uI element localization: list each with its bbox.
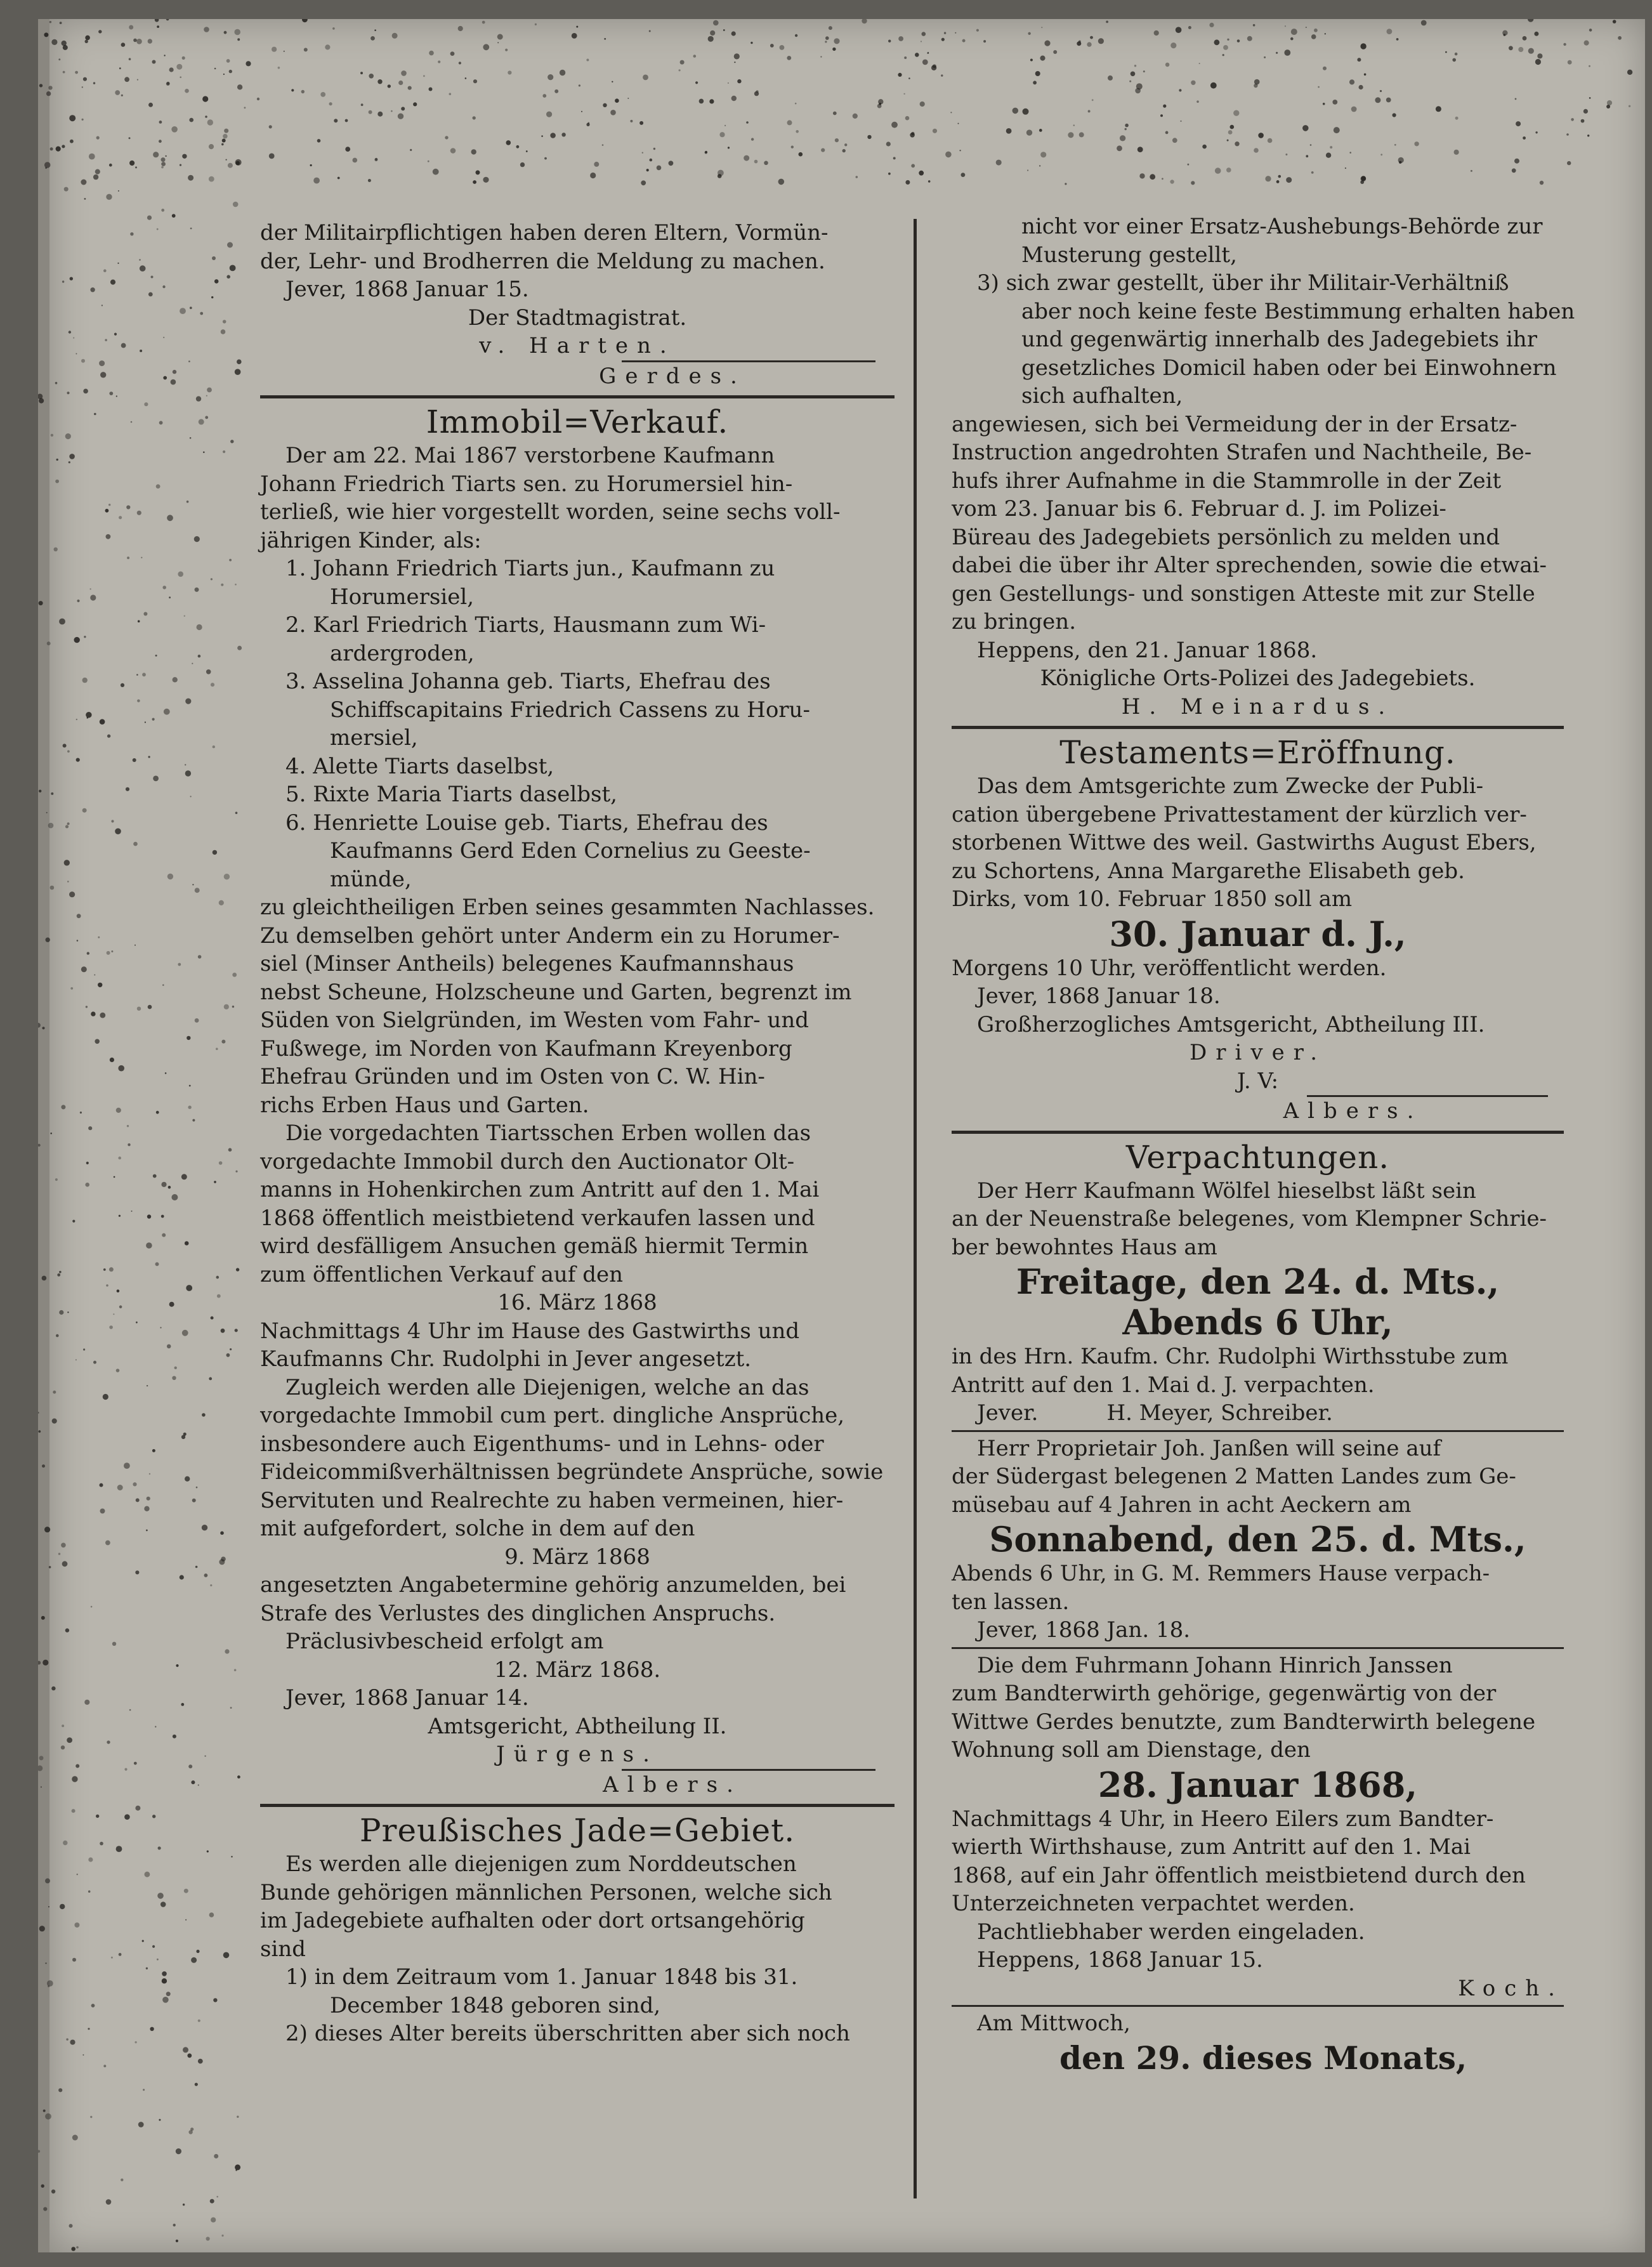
date-line: 16. März 1868 <box>497 1290 657 1315</box>
text-line: Heppens, den 21. Januar 1868. <box>977 637 1318 663</box>
text-line: Bunde gehörigen männlichen Personen, welche sich <box>260 1879 832 1905</box>
signature-name: Gerdes. <box>599 363 746 389</box>
text-line: zu gleichtheiligen Erben seines gesammten Nachlasses. <box>260 895 875 920</box>
list-item: 2. Karl Friedrich Tiarts, Hausmann zum Wi- <box>285 612 766 638</box>
text-line: Strafe des Verlustes des dinglichen Anspruchs. <box>260 1600 776 1626</box>
text-line: Nachmittags 4 Uhr, in Heero Eilers zum Bandter- <box>952 1806 1494 1832</box>
highlight-time: Abends 6 Uhr, <box>1122 1302 1393 1343</box>
text-line: Abends 6 Uhr, in G. M. Remmers Hause verpach- <box>952 1561 1490 1586</box>
section-rule <box>260 1804 895 1807</box>
signature-name: Koch. <box>1458 1975 1564 2001</box>
signature-name: J. V: <box>1236 1068 1279 1094</box>
signature-name: Albers. <box>1283 1098 1423 1124</box>
text-line: Präclusivbescheid erfolgt am <box>285 1629 604 1654</box>
text-line: an der Neuenstraße belegenes, vom Klempner Schrie- <box>952 1206 1547 1232</box>
text-line: sind <box>260 1936 306 1962</box>
section-title-immobil: Immobil=Verkauf. <box>426 404 729 440</box>
text-line: Schiffscapitains Friedrich Cassens zu Horu- <box>330 697 810 723</box>
list-item: 4. Alette Tiarts daselbst, <box>285 753 554 779</box>
section-rule <box>952 2005 1564 2007</box>
text-line: Servituten und Realrechte zu haben vermeinen, hier- <box>260 1487 844 1513</box>
list-item: 1) in dem Zeitraum vom 1. Januar 1848 bis 31. <box>285 1964 798 1990</box>
text-line: Kaufmanns Gerd Eden Cornelius zu Geeste- <box>330 838 811 864</box>
text-line: nicht vor einer Ersatz-Aushebungs-Behörde zur <box>1021 214 1543 239</box>
text-line: Jever, 1868 Januar 14. <box>285 1685 529 1711</box>
text-line: Pachtliebhaber werden eingeladen. <box>977 1919 1365 1945</box>
text-line: ten lassen. <box>952 1589 1070 1615</box>
text-line: der Südergast belegenen 2 Matten Landes zum Ge- <box>952 1464 1516 1489</box>
text-line: ardergroden, <box>330 640 475 666</box>
signature-name: H. Meinardus. <box>1121 693 1394 720</box>
text-line: sich aufhalten, <box>1021 383 1183 409</box>
text-line: Johann Friedrich Tiarts sen. zu Horumersiel hin- <box>260 471 793 497</box>
text-line: Das dem Amtsgerichte zum Zwecke der Publi- <box>977 773 1484 799</box>
text-line: Der am 22. Mai 1867 verstorbene Kaufmann <box>285 443 775 468</box>
text-line: Zu demselben gehört unter Anderm ein zu Horumer- <box>260 923 840 949</box>
text-line: Morgens 10 Uhr, veröffentlicht werden. <box>952 955 1387 981</box>
text-line: Süden von Sielgründen, im Westen vom Fahr- und <box>260 1008 809 1033</box>
text-line: Kaufmanns Chr. Rudolphi in Jever angesetzt. <box>260 1346 752 1372</box>
text-line: mersiel, <box>330 725 418 751</box>
text-line: Nachmittags 4 Uhr im Hause des Gastwirths und <box>260 1318 800 1344</box>
list-item: 6. Henriette Louise geb. Tiarts, Ehefrau des <box>285 810 768 836</box>
text-line: Dirks, vom 10. Februar 1850 soll am <box>952 886 1353 912</box>
highlight-date: Freitage, den 24. d. Mts., <box>1016 1261 1500 1302</box>
text-line: zum öffentlichen Verkauf auf den <box>260 1261 623 1287</box>
text-line: Am Mittwoch, <box>977 2011 1131 2036</box>
text-line: Jever, 1868 Januar 18. <box>977 983 1221 1009</box>
date-line: 12. März 1868. <box>494 1657 661 1683</box>
signature-authority: Großherzogliches Amtsgericht, Abtheilung III. <box>977 1011 1485 1037</box>
signature-name: Jürgens. <box>496 1742 659 1767</box>
text-line: vorgedachte Immobil cum pert. dingliche Ansprüche, <box>260 1403 845 1428</box>
text-line: insbesondere auch Eigenthums- und in Lehns- oder <box>260 1431 824 1457</box>
signature-name: v. Harten. <box>479 333 676 358</box>
text-line: Ehefrau Gründen und im Osten von C. W. Hin- <box>260 1064 765 1089</box>
text-line: aber noch keine feste Bestimmung erhalten haben <box>1021 298 1575 324</box>
date-line: 9. März 1868 <box>504 1544 650 1570</box>
highlight-date: den 29. dieses Monats, <box>1059 2039 1467 2077</box>
section-rule <box>260 395 895 398</box>
text-line: und gegenwärtig innerhalb des Jadegebiets ihr <box>1021 327 1537 352</box>
text-line: angewiesen, sich bei Vermeidung der in der Ersatz- <box>952 411 1518 437</box>
text-line: angesetzten Angabetermine gehörig anzumelden, bei <box>260 1572 846 1598</box>
section-title-jade: Preußisches Jade=Gebiet. <box>359 1812 796 1849</box>
text-line: gesetzliches Domicil haben oder bei Einwohnern <box>1021 355 1557 381</box>
highlight-date: 28. Januar 1868, <box>1098 1764 1418 1805</box>
text-line: Es werden alle diejenigen zum Norddeutschen <box>285 1851 797 1877</box>
text-line: Die vorgedachten Tiartsschen Erben wollen das <box>285 1120 811 1146</box>
signature-authority: Amtsgericht, Abtheilung II. <box>428 1713 727 1739</box>
text-line: Musterung gestellt, <box>1021 242 1237 268</box>
highlight-date: Sonnabend, den 25. d. Mts., <box>989 1519 1526 1560</box>
text-line: müsebau auf 4 Jahren in acht Aeckern am <box>952 1492 1412 1518</box>
text-line: Jever, 1868 Januar 15. <box>285 277 529 302</box>
text-line: Jever, 1868 Jan. 18. <box>977 1617 1191 1643</box>
text-line: Wittwe Gerdes benutzte, zum Bandterwirth belegene <box>952 1709 1536 1735</box>
text-line: Unterzeichneten verpachtet werden. <box>952 1891 1355 1916</box>
text-line: jährigen Kinder, als: <box>260 527 482 553</box>
text-line: 1868 öffentlich meistbietend verkaufen lassen und <box>260 1205 815 1231</box>
text-line: Horumersiel, <box>330 584 475 610</box>
text-line: im Jadegebiete aufhalten oder dort ortsangehörig <box>260 1908 805 1933</box>
text-line: Fideicommißverhältnissen begründete Ansprüche, sowie <box>260 1459 884 1485</box>
text-line: wird desfälligem Ansuchen gemäß hiermit Termin <box>260 1233 809 1259</box>
highlight-date: 30. Januar d. J., <box>1109 913 1406 954</box>
right-column <box>952 213 1575 2079</box>
list-item: 2) dieses Alter bereits überschritten aber sich noch <box>285 2021 850 2046</box>
text-line: terließ, wie hier vorgestellt worden, seine sechs voll- <box>260 499 841 525</box>
text-line: richs Erben Haus und Garten. <box>260 1092 589 1118</box>
signature-line: Jever. H. Meyer, Schreiber. <box>977 1400 1333 1426</box>
text-line: der, Lehr- und Brodherren die Meldung zu machen. <box>260 248 825 274</box>
text-line: hufs ihrer Aufnahme in die Stammrolle in der Zeit <box>952 468 1502 494</box>
section-rule <box>952 1430 1564 1432</box>
column-divider <box>914 219 917 2198</box>
text-line: wierth Wirthshause, zum Antritt auf den 1. Mai <box>952 1834 1471 1860</box>
signature-authority: Königliche Orts-Polizei des Jadegebiets. <box>1040 666 1476 691</box>
text-line: Der Herr Kaufmann Wölfel hieselbst läßt sein <box>977 1178 1476 1204</box>
text-line: zu Schortens, Anna Margarethe Elisabeth geb. <box>952 858 1465 884</box>
text-line: Wohnung soll am Dienstage, den <box>952 1737 1311 1763</box>
left-column <box>260 219 895 2048</box>
text-line: Fußwege, im Norden von Kaufmann Kreyenborg <box>260 1035 792 1061</box>
text-line: Antritt auf den 1. Mai d. J. verpachten. <box>952 1372 1375 1398</box>
text-line: Heppens, 1868 Januar 15. <box>977 1947 1263 1973</box>
text-line: nebst Scheune, Holzscheune und Garten, begrenzt im <box>260 979 852 1005</box>
text-line: vorgedachte Immobil durch den Auctionator Olt- <box>260 1148 795 1174</box>
section-title-testament: Testaments=Eröffnung. <box>1059 734 1456 771</box>
text-line: mit aufgefordert, solche in dem auf den <box>260 1516 695 1541</box>
text-line: Büreau des Jadegebiets persönlich zu melden und <box>952 524 1500 550</box>
text-line: December 1848 geboren sind, <box>330 1992 661 2018</box>
text-line: Instruction angedrohten Strafen und Nachtheile, Be- <box>952 440 1532 465</box>
section-title-verpachtungen: Verpachtungen. <box>1125 1138 1390 1176</box>
list-item: 5. Rixte Maria Tiarts daselbst, <box>285 782 617 807</box>
section-rule <box>952 726 1564 729</box>
text-line: vom 23. Januar bis 6. Februar d. J. im Polizei- <box>952 496 1446 522</box>
text-line: Herr Proprietair Joh. Janßen will seine auf <box>977 1435 1441 1461</box>
text-line: gen Gestellungs- und sonstigen Atteste mit zur Stelle <box>952 581 1535 607</box>
text-line: in des Hrn. Kaufm. Chr. Rudolphi Wirthsstube zum <box>952 1344 1509 1369</box>
text-line: siel (Minser Antheils) belegenes Kaufmannshaus <box>260 951 794 976</box>
text-line: Zugleich werden alle Diejenigen, welche an das <box>285 1374 810 1400</box>
text-line: storbenen Wittwe des weil. Gastwirths August Ebers, <box>952 830 1537 855</box>
signature-name: Driver. <box>1189 1040 1327 1065</box>
section-rule <box>952 1131 1564 1134</box>
text-line: münde, <box>330 866 412 892</box>
text-line: Die dem Fuhrmann Johann Hinrich Janssen <box>977 1652 1453 1678</box>
text-line: 1868, auf ein Jahr öffentlich meistbietend durch den <box>952 1862 1526 1888</box>
text-line: der Militairpflichtigen haben deren Eltern, Vormün- <box>260 220 829 246</box>
signature-authority: Der Stadtmagistrat. <box>468 305 687 331</box>
text-line: dabei die über ihr Alter sprechenden, sowie die etwai- <box>952 553 1547 578</box>
list-item: 1. Johann Friedrich Tiarts jun., Kaufmann zu <box>285 556 775 581</box>
text-line: manns in Hohenkirchen zum Antritt auf den 1. Mai <box>260 1177 820 1202</box>
list-item: 3) sich zwar gestellt, über ihr Militair-Verhältniß <box>977 270 1509 296</box>
text-line: cation übergebene Privattestament der kürzlich ver- <box>952 801 1527 827</box>
text-line: ber bewohntes Haus am <box>952 1234 1217 1260</box>
text-line: zum Bandterwirth gehörige, gegenwärtig von der <box>952 1681 1497 1706</box>
list-item: 3. Asselina Johanna geb. Tiarts, Ehefrau des <box>285 669 771 694</box>
text-line: zu bringen. <box>952 609 1076 634</box>
signature-name: Albers. <box>603 1771 742 1797</box>
section-rule <box>952 1647 1564 1649</box>
